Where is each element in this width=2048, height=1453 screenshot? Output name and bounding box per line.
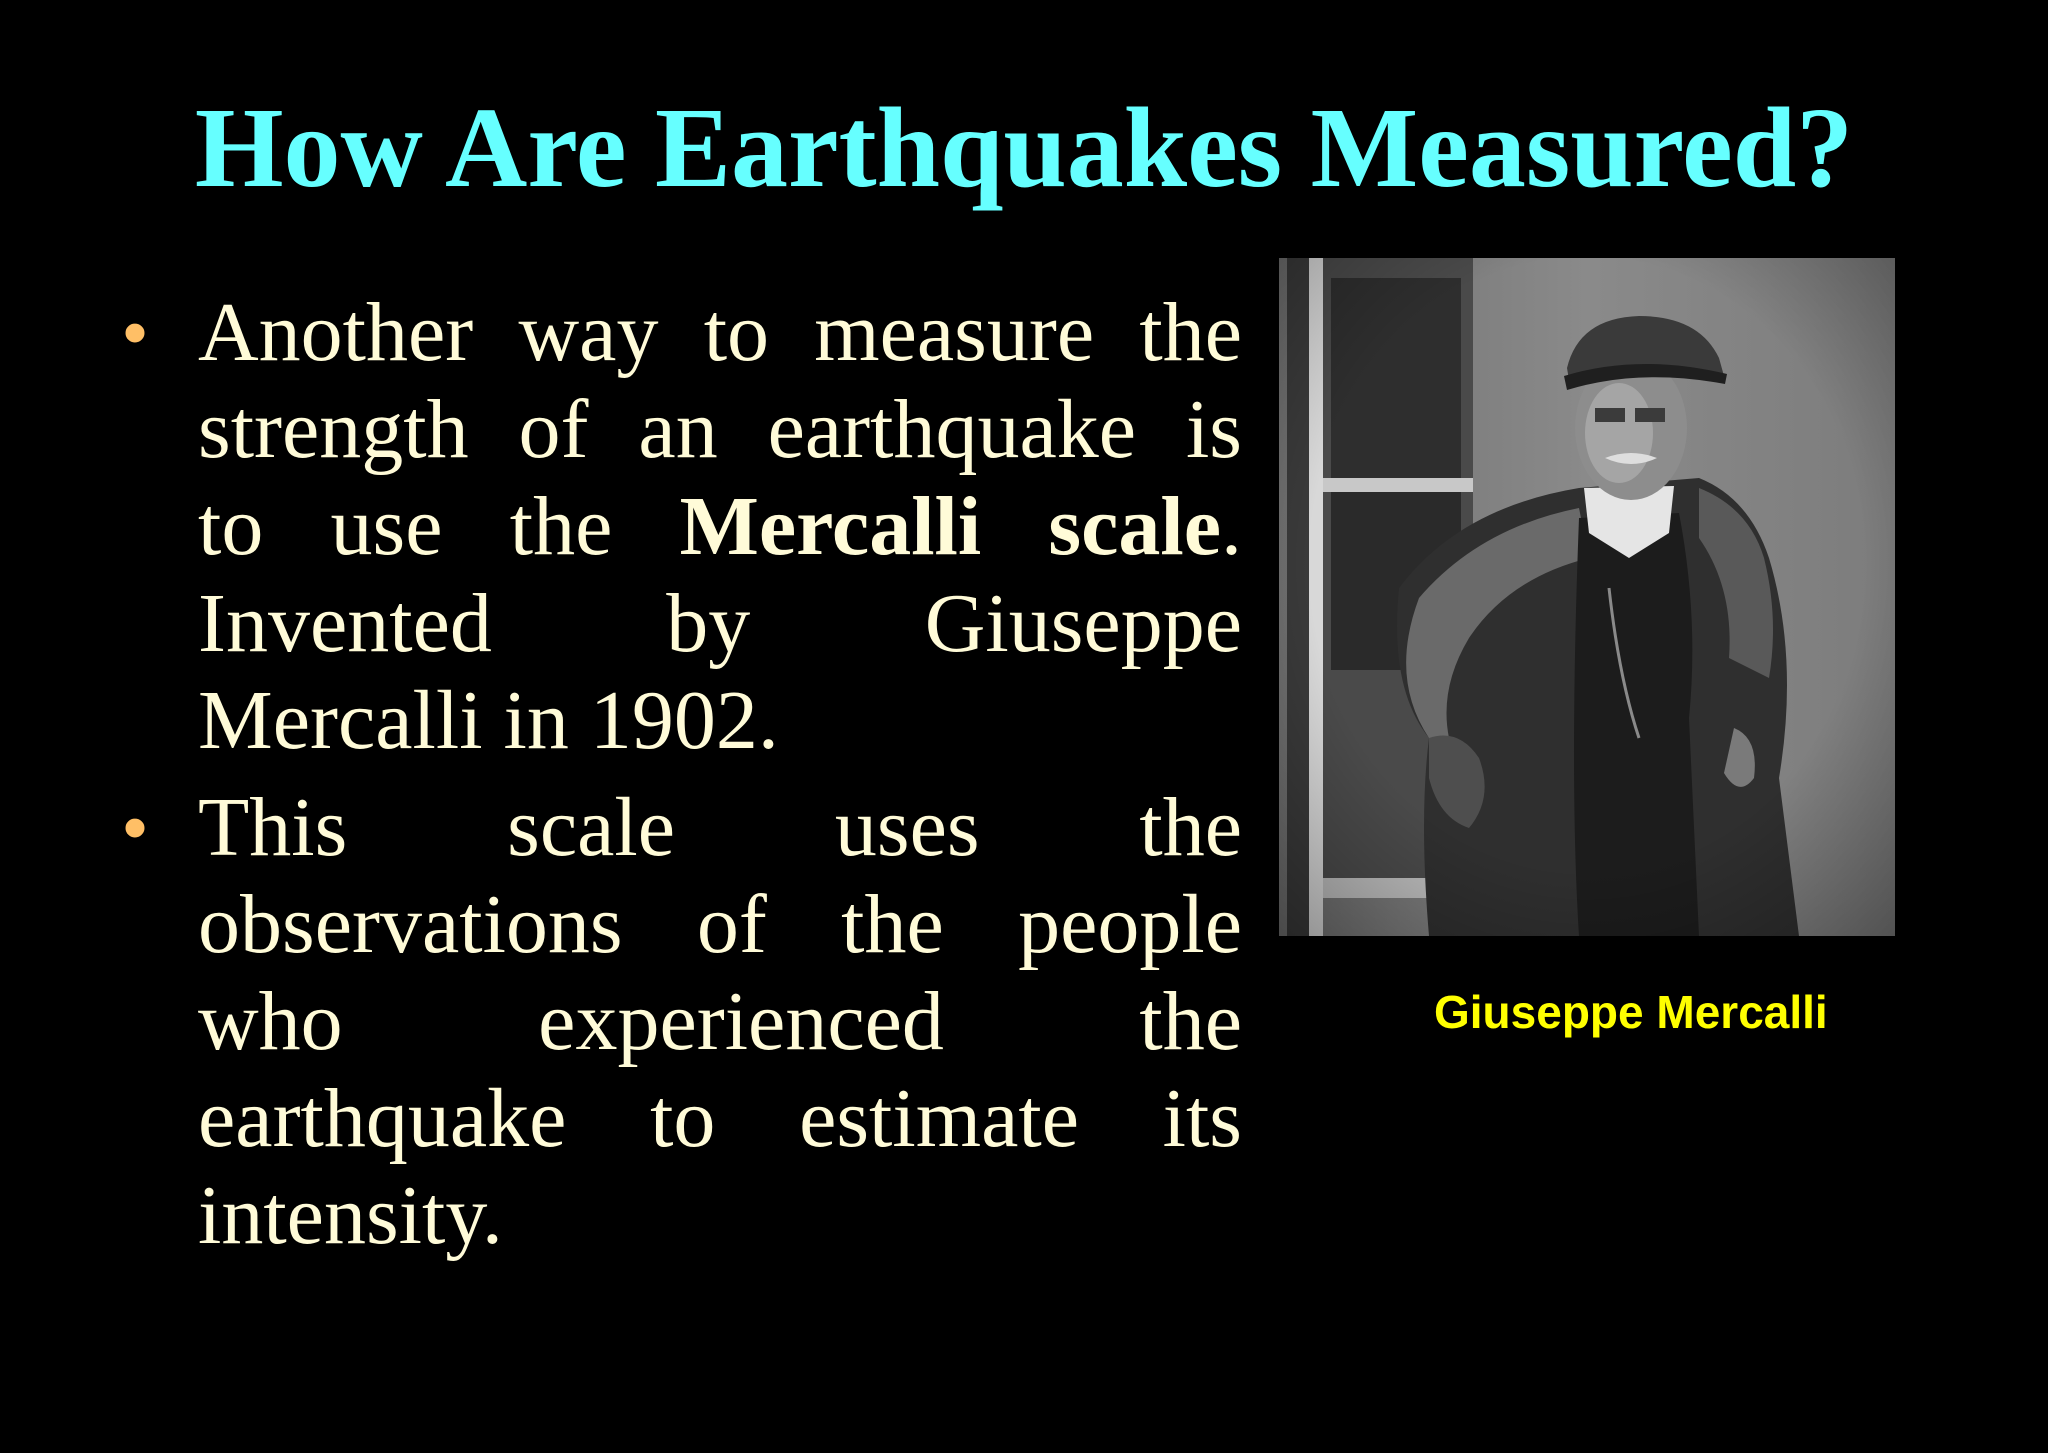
bullet-text — [198, 284, 1242, 769]
photo-caption: Giuseppe Mercalli — [1434, 986, 1828, 1038]
bullet-text — [198, 779, 1242, 1264]
bullet-icon: • — [122, 788, 148, 866]
text-line-mercalli-scale — [198, 478, 1242, 575]
bullet-list — [120, 284, 1242, 1274]
text-line: Mercalli in 1902. — [198, 674, 779, 767]
text-line: observations of the people — [198, 878, 1242, 971]
text-line: who experienced the — [198, 975, 1242, 1068]
text-line: Invented by Giuseppe — [198, 577, 1242, 670]
text-line: intensity. — [198, 1169, 503, 1262]
text-line: strength of an earthquake is — [198, 383, 1242, 476]
text-fragment: to use the — [198, 480, 613, 573]
bullet-item-observations — [120, 779, 1242, 1264]
slide-title: How Are Earthquakes Measured? — [194, 84, 1854, 211]
text-fragment: . — [1221, 480, 1243, 573]
text-line: earthquake to estimate its — [198, 1072, 1242, 1165]
mercalli-scale-term: Mercalli scale — [679, 480, 1222, 573]
bullet-item-mercalli-scale — [120, 284, 1242, 769]
text-line: Another way to measure the — [198, 286, 1242, 379]
bullet-icon: • — [122, 293, 148, 371]
portrait-photo — [1279, 258, 1895, 936]
text-line: This scale uses the — [198, 781, 1242, 874]
